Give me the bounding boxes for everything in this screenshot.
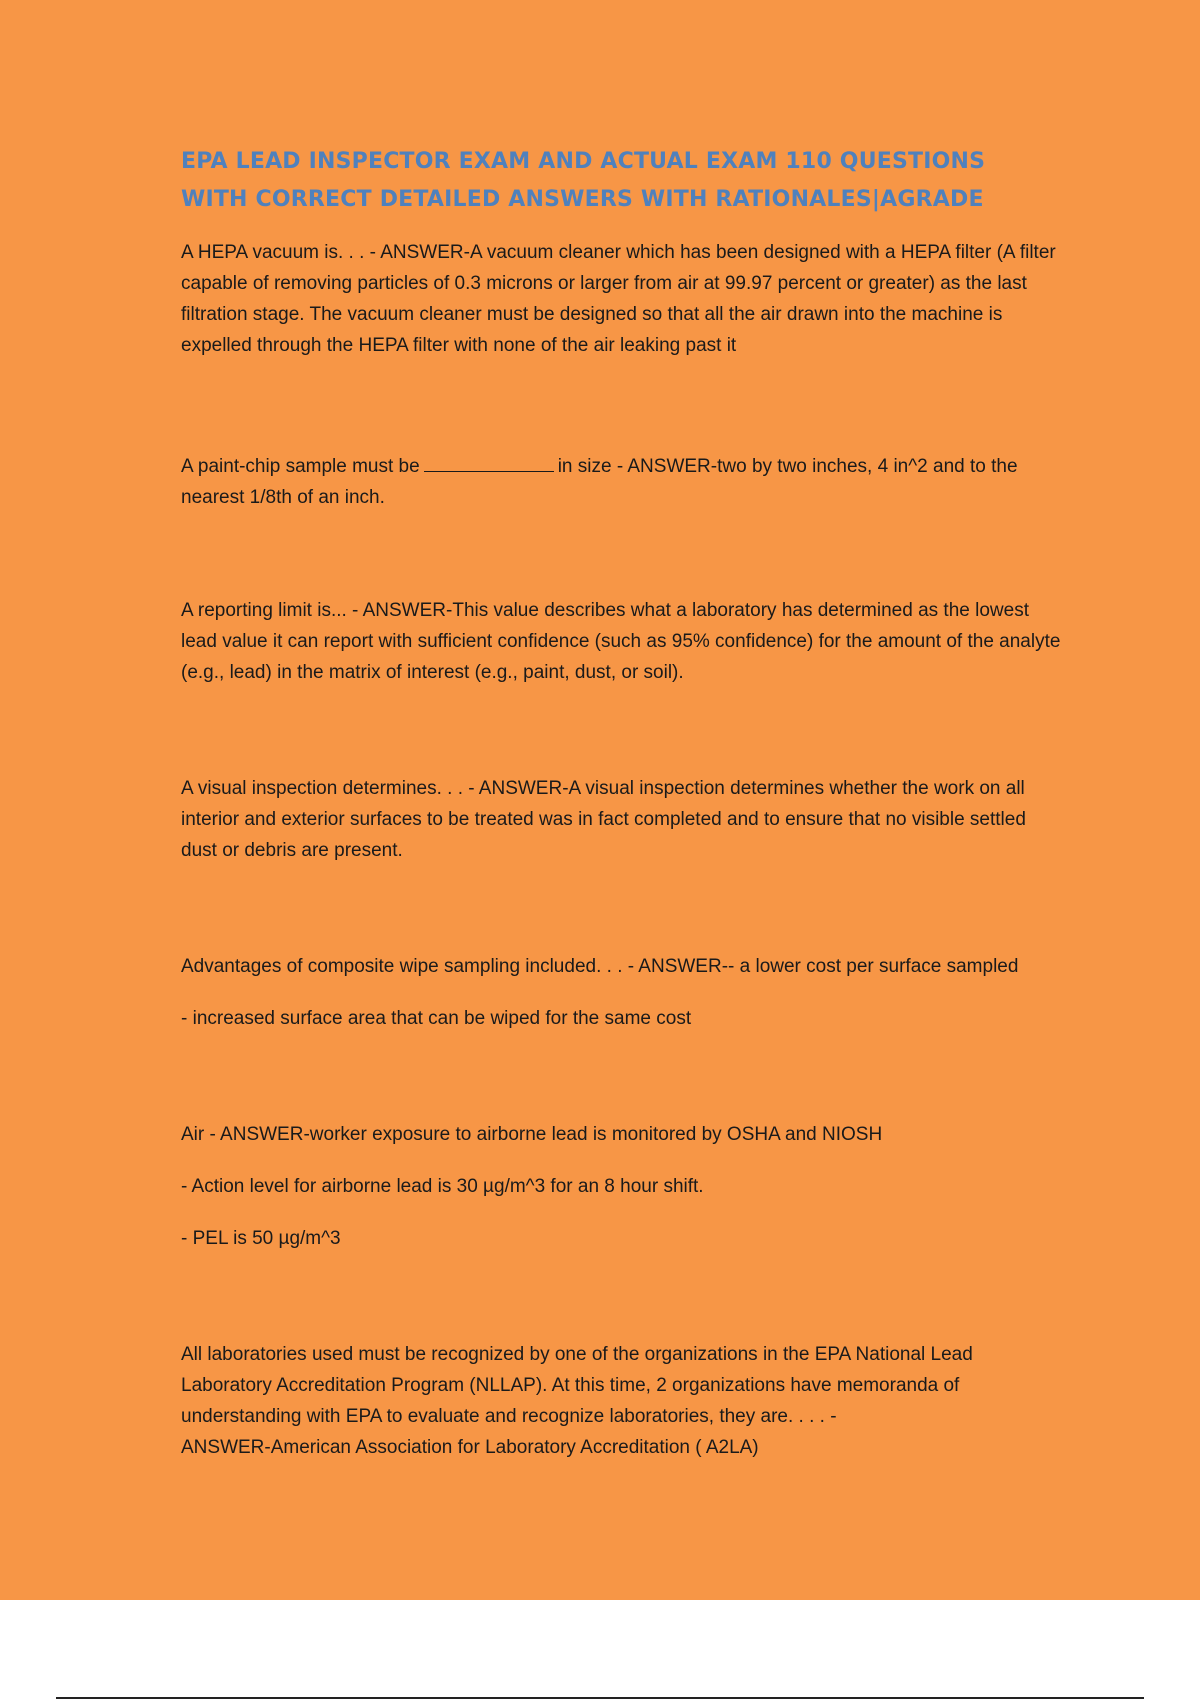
title-line-2: WITH CORRECT DETAILED ANSWERS WITH RATIONALES|AGRADE: [181, 187, 984, 212]
qa-text: A HEPA vacuum is. . . - ANSWER-A vacuum cleaner which has been designed with a HEPA filter (A filter capable of removing particles of 0.3 microns or larger from air at 99.97 percent or greater) as the last filtration stage. The vacuum cleaner must be designed so that all the air drawn into the machine is expelled through the HEPA filter with none of the air leaking past it: [181, 242, 1056, 356]
qa-text: A reporting limit is... - ANSWER-This value describes what a laboratory has determined as the lowest lead value it can report with sufficient confidence (such as 95% confidence) for the amount of the analyte (e.g., lead) in the matrix of interest (e.g., paint, dust, or soil).: [181, 600, 1061, 683]
qa-text-after-blank: in size - ANSWER-two by two inches, 4 in^2 and to the nearest 1/8th of an inch.: [181, 456, 1018, 508]
qa-text-before-blank: A paint-chip sample must be: [181, 456, 420, 477]
qa-entry-laboratories: [181, 1339, 1061, 1463]
document-content: [181, 143, 1061, 1463]
qa-text: A visual inspection determines. . . - ANSWER-A visual inspection determines whether the work on all interior and exterior surfaces to be treated was in fact completed and to ensure that no visible settled dust or debris are present.: [181, 778, 1026, 861]
qa-entry-reporting-limit: [181, 595, 1061, 688]
qa-text: Advantages of composite wipe sampling included. . . - ANSWER-- a lower cost per surface sampled: [181, 956, 1019, 977]
document-title: [181, 143, 1061, 219]
qa-entry-visual-inspection: [181, 773, 1061, 866]
qa-subpoint-pel: - PEL is 50 µg/m^3: [181, 1228, 341, 1249]
qa-text: All laboratories used must be recognized by one of the organizations in the EPA National Lead Laboratory Accreditation Program (NLLAP). At this time, 2 organizations have memoranda of understanding with EPA to evaluate and recognize laboratories, they are. . . . -: [181, 1344, 973, 1427]
fill-in-blank: [424, 453, 554, 472]
qa-subpoint-action-level: - Action level for airborne lead is 30 µg/m^3 for an 8 hour shift.: [181, 1176, 704, 1197]
qa-entry-paint-chip: [181, 451, 1061, 513]
qa-text: Air - ANSWER-worker exposure to airborne lead is monitored by OSHA and NIOSH: [181, 1124, 883, 1145]
title-line-1: EPA LEAD INSPECTOR EXAM AND ACTUAL EXAM 110 QUESTIONS: [181, 149, 986, 174]
qa-subpoint: - increased surface area that can be wiped for the same cost: [181, 1008, 692, 1029]
qa-answer-line: ANSWER-American Association for Laboratory Accreditation ( A2LA): [181, 1437, 759, 1458]
qa-text: [181, 451, 1061, 513]
qa-entry-composite-wipe: [181, 951, 1061, 1034]
qa-entry-hepa-vacuum: [181, 237, 1061, 361]
footer-divider: [56, 1697, 1144, 1699]
qa-entry-air: [181, 1119, 1061, 1254]
